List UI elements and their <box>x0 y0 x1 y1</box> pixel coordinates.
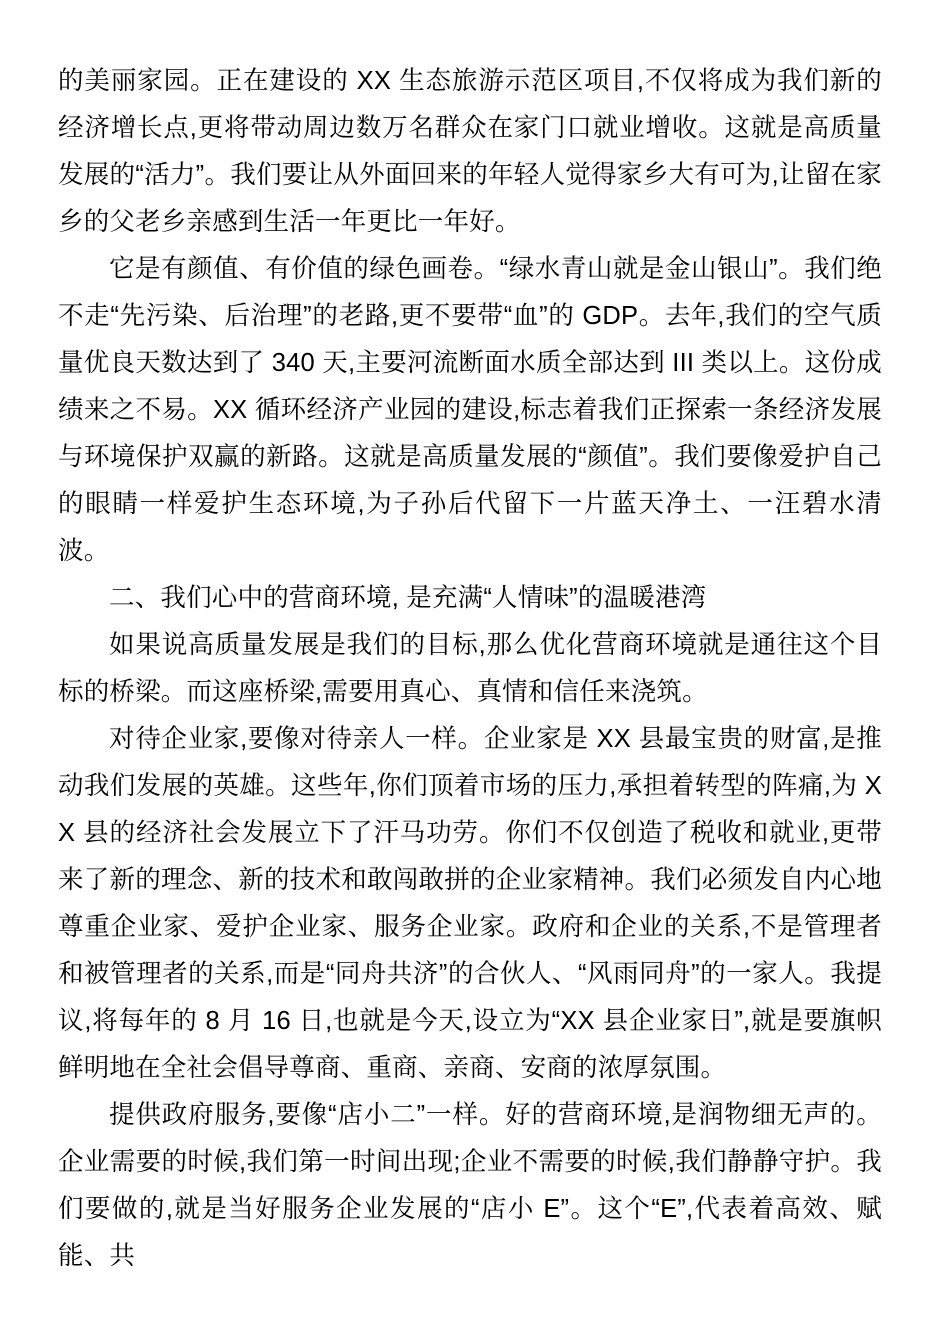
heading-section-two: 二、我们心中的营商环境, 是充满“人情味”的温暖港湾 <box>109 584 707 612</box>
paragraph-continued-beautiful-homeland: 的美丽家园。正在建设的 XX 生态旅游示范区项目,不仅将成为我们新的经济增长点,更将带动周边数万名群众在家门口就业增收。这就是高质量发展的“活力”。我们要让从外面回来的年轻人觉得家乡大有可为,让留在家乡的父老乡亲感到生活一年更比一年好。 <box>58 67 882 236</box>
paragraph-green-scroll: 它是有颜值、有价值的绿色画卷。“绿水青山就是金山银山”。我们绝不走“先污染、后治理”的老路,更不要带“血”的 GDP。去年,我们的空气质量优良天数达到了 340 天,主要河流断面水质全部达到 III 类以上。这份成绩来之不易。XX 循环经济产业园的建设,标志着我们正探索一条经济发展与环境保护双赢的新路。这就是高质量发展的“颜值”。我们要像爱护自己的眼睛一样爱护生态环境,为子孙后代留下一片蓝天净土、一汪碧水清波。 <box>58 255 882 565</box>
paragraph-government-service: 提供政府服务,要像“店小二”一样。好的营商环境,是润物细无声的。企业需要的时候,我们第一时间出现;企业不需要的时候,我们静静守护。我们要做的,就是当好服务企业发展的“店小 E”。这个“E”,代表着高效、赋能、共 <box>58 1101 882 1270</box>
paragraph-bridge: 如果说高质量发展是我们的目标,那么优化营商环境就是通往这个目标的桥梁。而这座桥梁,需要用真心、真情和信任来浇筑。 <box>58 631 882 706</box>
paragraph-entrepreneurs: 对待企业家,要像对待亲人一样。企业家是 XX 县最宝贵的财富,是推动我们发展的英雄。这些年,你们顶着市场的压力,承担着转型的阵痛,为 XX 县的经济社会发展立下了汗马功劳。你们不仅创造了税收和就业,更带来了新的理念、新的技术和敢闯敢拼的企业家精神。我们必须发自内心地尊重企业家、爱护企业家、服务企业家。政府和企业的关系,不是管理者和被管理者的关系,而是“同舟共济”的合伙人、“风雨同舟”的一家人。我提议,将每年的 8 月 16 日,也就是今天,设立为“XX 县企业家日”,就是要旗帜鲜明地在全社会倡导尊商、重商、亲商、安商的浓厚氛围。 <box>58 725 882 1082</box>
document-body <box>58 58 882 1280</box>
